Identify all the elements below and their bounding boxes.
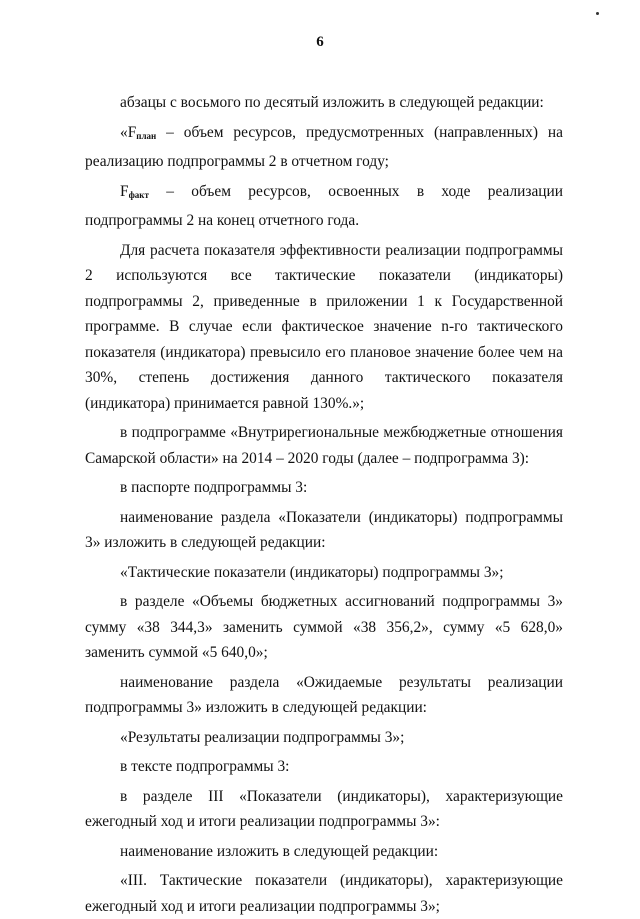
- document-body: [85, 90, 563, 919]
- f-fact-symbol: F: [120, 182, 129, 200]
- paragraph-1: абзацы с восьмого по десятый изложить в следующей редакции:: [120, 94, 544, 111]
- paragraph-15: «III. Тактические показатели (индикаторы), характеризующие ежегодный ход и итоги реализации подпрограммы 3»;: [85, 872, 563, 915]
- paragraph-2-text: – объем ресурсов, предусмотренных (направленных) на реализацию подпрограммы 2 в отчетном году;: [85, 123, 563, 170]
- paragraph-3-text: – объем ресурсов, освоенных в ходе реализации подпрограммы 2 на конец отчетного года.: [85, 182, 563, 229]
- paragraph-11: «Результаты реализации подпрограммы 3»;: [120, 728, 405, 746]
- paragraph-3: [85, 179, 563, 234]
- paragraph-12: в тексте подпрограммы 3:: [120, 758, 290, 775]
- paragraph-14: наименование изложить в следующей редакции:: [120, 842, 439, 860]
- paragraph-5: в подпрограмме «Внутрирегиональные межбюджетные отношения Самарской области» на 2014 – 2020 годы (далее – подпрограмма 3):: [85, 424, 563, 467]
- paragraph-2: [85, 120, 563, 175]
- paragraph-6: в паспорте подпрограммы 3:: [120, 479, 308, 496]
- scan-dot-mark: [596, 12, 599, 15]
- paragraph-13: в разделе III «Показатели (индикаторы), характеризующие ежегодный ход и итоги реализации подпрограммы 3»:: [85, 787, 563, 830]
- paragraph-10: наименование раздела «Ожидаемые результаты реализации подпрограммы 3» изложить в следующей редакции:: [85, 673, 563, 716]
- paragraph-4: Для расчета показателя эффективности реализации подпрограммы 2 используются все тактические показатели (индикаторы) подпрограммы 2, приведенные в приложении 1 к Государственной программе. В случае если фактическое значение n-го тактического показателя (индикатора) превысило его плановое значение более чем на 30%, степень достижения данного тактического показателя (индикатора) принимается равной 130%.»;: [85, 241, 563, 412]
- paragraph-7: наименование раздела «Показатели (индикаторы) подпрограммы 3» изложить в следующей редакции:: [85, 508, 563, 551]
- f-plan-symbol: «F: [120, 123, 137, 141]
- f-fact-subscript: факт: [128, 189, 149, 200]
- page-number: 6: [316, 34, 324, 50]
- paragraph-8: «Тактические показатели (индикаторы) подпрограммы 3»;: [120, 563, 504, 581]
- paragraph-9: в разделе «Объемы бюджетных ассигнований подпрограммы 3» сумму «38 344,3» заменить суммой «38 356,2», сумму «5 628,0» заменить суммой «5 640,0»;: [85, 593, 563, 661]
- f-plan-subscript: план: [136, 130, 157, 141]
